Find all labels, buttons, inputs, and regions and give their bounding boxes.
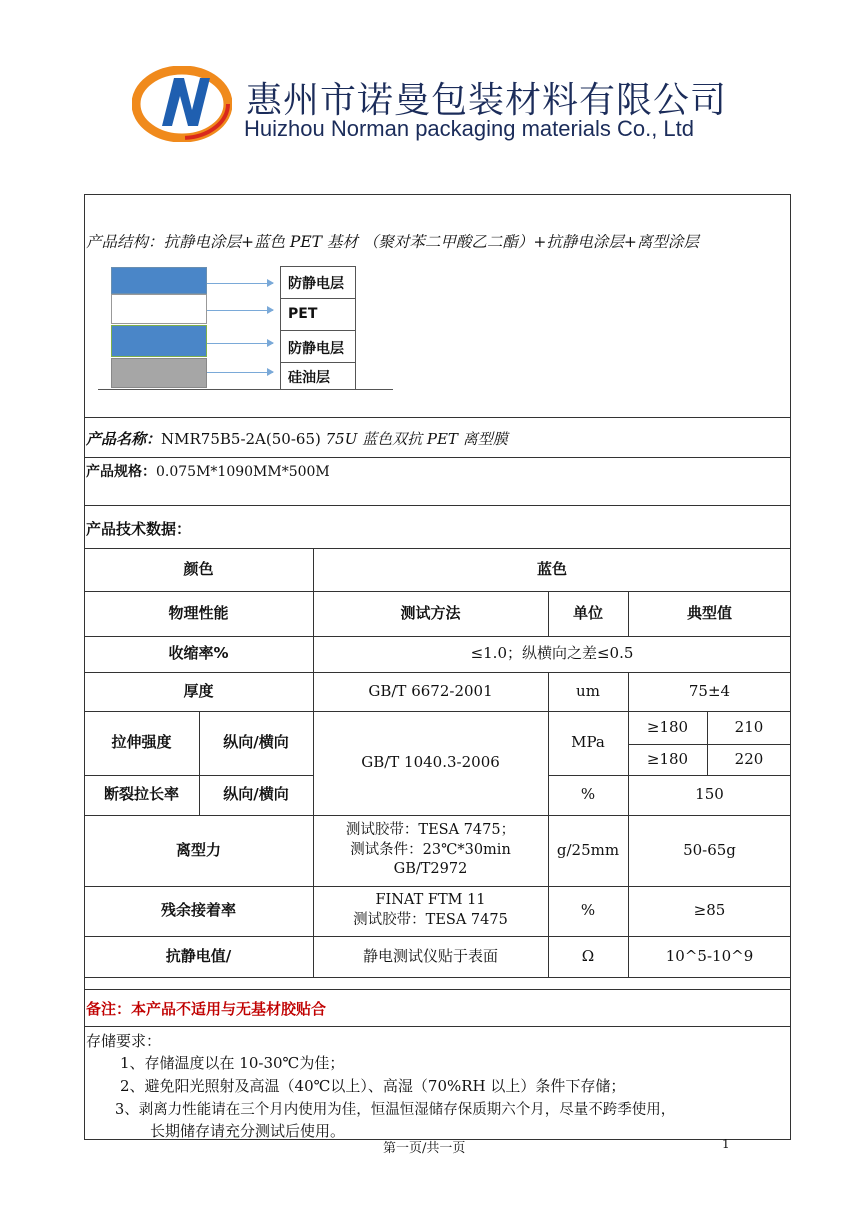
header-property: 物理性能 [168,603,229,622]
tensile-std-2: ≥180 [646,749,689,768]
residual-method [313,886,548,936]
layer-antistatic-top [111,267,207,294]
company-logo [132,66,232,142]
tensile-val-1: 210 [734,717,764,736]
thickness-unit: um [576,681,600,700]
residual-unit: % [580,901,596,920]
header-typical: 典型值 [686,603,732,622]
residual-method-line: 测试胶带：TESA 7475 [353,912,508,928]
page-footer: 第一页/共一页 [383,1141,466,1156]
antistatic-unit: Ω [581,946,595,965]
color-label: 颜色 [183,559,214,578]
shrink-value: ≤1.0；纵横向之差≤0.5 [470,644,634,663]
layer-antistatic-bottom [111,325,207,357]
tensile-unit: MPa [571,733,605,752]
layer-pet [111,294,207,324]
product-structure: 产品结构：抗静电涂层+蓝色 PET 基材 （聚对苯二甲酸乙二酯）+抗静电涂层+离型涂层 [86,233,699,251]
layer-label: 硅油层 [288,370,330,386]
release-method-line: GB/T2972 [393,861,468,878]
antistatic-method: 静电测试仪贴于表面 [362,946,498,965]
page-number: 1 [722,1137,730,1151]
tensile-method: GB/T 1040.3-2006 [361,753,500,772]
tensile-direction: 纵向/横向 [223,733,289,752]
storage-item: 2、避免阳光照射及高温（40℃以上）、高湿（70%RH 以上）条件下存储； [120,1077,626,1095]
layer-silicone [111,358,207,388]
logo-emblem-icon [132,66,232,142]
residual-value: ≥85 [693,901,726,920]
storage-title: 存储要求： [86,1032,162,1050]
release-value: 50-65g [683,840,736,859]
tech-data-title: 产品技术数据： [86,520,192,538]
product-spec [86,461,330,481]
product-spec-value: 0.075M*1090MM*500M [156,464,330,480]
thickness-name: 厚度 [183,681,214,700]
product-name [86,428,508,449]
thickness-value: 75±4 [688,681,731,700]
storage-item: 1、存储温度以在 10-30℃为佳； [120,1054,345,1072]
arrow-icon [207,310,273,311]
arrow-icon [207,372,273,373]
arrow-icon [207,343,273,344]
thickness-method: GB/T 6672-2001 [368,681,493,700]
elong-name: 断裂拉长率 [103,785,179,804]
release-name: 离型力 [175,840,221,859]
product-spec-label: 产品规格： [86,464,156,480]
release-method-line: 测试胶带：TESA 7475； [345,822,516,839]
tensile-name: 拉伸强度 [111,733,172,752]
product-name-label: 产品名称： [86,430,162,448]
header-unit: 单位 [572,603,603,622]
release-method [313,815,548,886]
elong-direction: 纵向/横向 [223,785,289,804]
note: 备注：本产品不适用与无基材胶贴合 [86,1000,327,1018]
elong-value: 150 [695,785,724,804]
elong-unit: % [580,785,596,804]
storage-item: 3、剥离力性能请在三个月内使用为佳，恒温恒湿储存保质期六个月，尽量不跨季使用， [115,1102,676,1118]
residual-method-line: FINAT FTM 11 [375,892,486,909]
color-value: 蓝色 [536,559,567,578]
product-desc: 75U 蓝色双抗 PET 离型膜 [325,430,508,448]
arrow-icon [207,283,273,284]
layer-label: PET [288,306,318,322]
header-method: 测试方法 [400,603,461,622]
layer-label: 防静电层 [288,341,344,357]
release-method-line: 测试条件：23℃*30min [350,841,511,858]
company-name-cn: 惠州市诺曼包装材料有限公司 [246,80,728,121]
product-code: NMR75B5-2A(50-65) [161,430,326,448]
tensile-val-2: 220 [734,749,764,768]
layer-label: 防静电层 [288,276,344,292]
residual-name: 残余接着率 [160,901,236,920]
antistatic-value: 10^5-10^9 [665,946,754,965]
storage-item: 长期储存请充分测试后使用。 [150,1122,346,1140]
release-unit: g/25mm [556,840,620,859]
company-name-en: Huizhou Norman packaging materials Co., Ltd [244,116,695,141]
shrink-name: 收缩率% [168,644,229,663]
tensile-std-1: ≥180 [646,717,689,736]
antistatic-name: 抗静电值/ [165,946,232,965]
